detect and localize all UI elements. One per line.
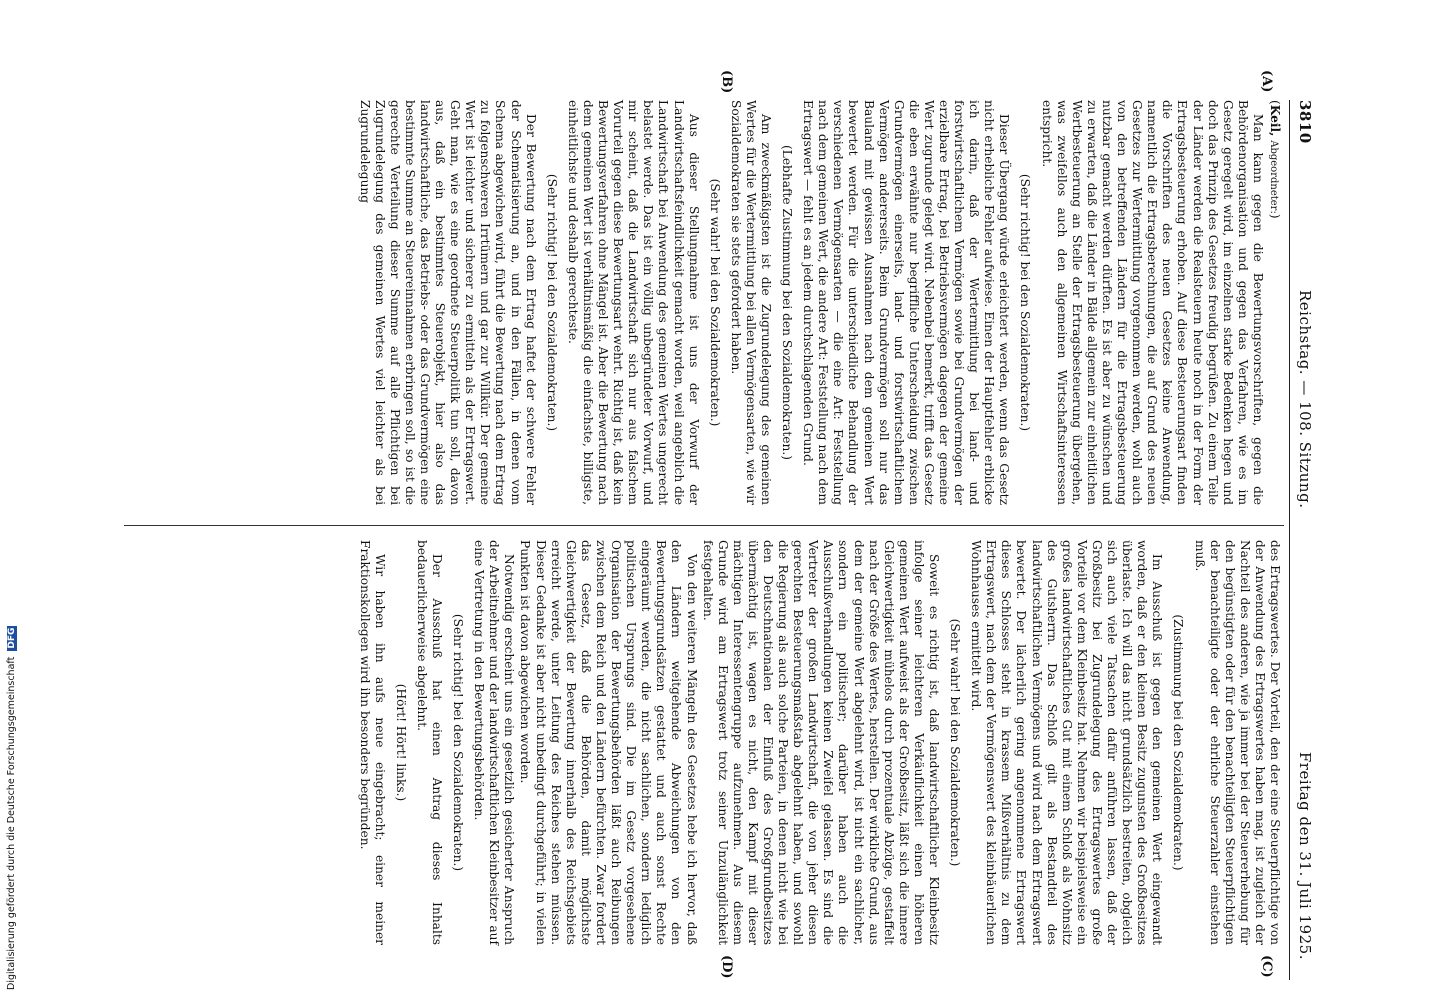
interjection: (Sehr richtig! bei den Sozialdemokraten.) [544,173,559,432]
header-date: Freitag den 31. Juli 1925. [1296,751,1314,960]
paragraph: Aus dieser Stellungnahme ist uns der Vorwurf der Landwirtschaftsfeindlichkeit gemacht worden, weil angeblich die Landwirtschaft bei Anwendung des gemeinen Wertes ungerecht belastet werde. Das ist ein völlig unbegründeter Vorwurf, und mir scheint, daß die Landwirtschaft sich nur aus falschem Vorurteil gegen diese Bewertungsart wehrt. Richtig ist, daß kein Bewertungsverfahren ohne Mängel ist. Aber die Bewertung nach dem gemeinen Wert ist verhältnismäßig die einfachste, billigste, einheitlichste und deshalb gerechteste. [565,100,701,505]
interjection: (Hört! Hört! links.) [393,683,408,802]
speaker-line: (Keil, Abgeordneter:) [1268,100,1282,219]
margin-marker-b: (B) [719,70,734,94]
paragraph: Wir haben ihn aufs neue eingebracht; einer meiner Fraktionskollegen wird ihn besonders begründen. [357,540,387,945]
digitization-credit [6,626,17,990]
paragraph: Von den weiteren Mängeln des Gesetzes hebe ich hervor, daß den Ländern weitgehende Abweichungen von den Bewertungsgrundsätzen gestattet und auch sonst Rechte eingeräumt werden, die nicht sachlichen, sondern lediglich politischen Ursprungs sind. Die im Gesetz vorgesehene Organisation der Bewertungsbehörden läßt auch Reibungen zwischen dem Reich und den Ländern befürchten. Zwar fordert das Gesetz, daß die Behörden, damit möglichste Gleichwertigkeit der Bewertung innerhalb des Reichsgebiets erreicht werde, unter Leitung des Reiches stehen müssen. Dieser Gedanke ist aber nicht unbedingt durchgeführt; in vielen Punkten ist davon abgewichen worden. [518,540,699,945]
page-header [1292,100,1314,980]
dfg-logo: DFG [7,627,17,649]
paragraph: Am zweckmäßigsten ist die Zugrundelegung des gemeinen Wertes für die Wertermittlung bei allen Vermögensarten, wie wir Sozialdemokraten sie stets gefordert haben. [728,100,773,505]
paragraph: des Ertragswertes. Der Vorteil, den der eine Steuerpflichtige von der Anwendung des Ertragswertes haben mag, ist zugleich der Nachteil des anderen, wie ja immer bei der Steuererhebung für den begünstigten oder für den benachteiligten Steuerpflichtigen der benachteiligte oder der ehrliche Steuerzahler einstehen muß. [1192,540,1282,945]
header-title: Reichstag. — 108. Sitzung. [1296,290,1314,509]
interjection: (Sehr wahr! bei den Sozialdemokraten.) [707,178,722,427]
paragraph: Dieser Übergang würde erleichtert werden, wenn das Gesetz nicht erhebliche Fehler aufwiese. Einen der Hauptfehler erblicke ich darin, daß der Wertermittlung bei land- und forstwirtschaftlichem Vermögen sowie bei Grundvermögen der erzielbare Ertrag, bei Betriebsvermögen dagegen der gemeine Wert zugrunde gelegt wird. Nebenbei bemerkt, trifft das Gesetz die eben erwähnte nur begriffliche Unterscheidung zwischen Grundvermögen einerseits, land- und forstwirtschaftlichem Vermögen andererseits. Beim Grundvermögen soll nur das Bauland mit gewissen Ausnahmen nach dem gemeinen Wert bewertet werden. Für die unterschiedliche Behandlung der verschiedenen Vermögensarten — die eine Art: Feststellung nach dem gemeinen Wert, die andere Art: Feststellung nach dem Ertragswert — fehlt es an jedem durchschlagenden Grund. [801,100,1012,505]
right-column [356,540,1282,945]
speaker-role: Abgeordneter: [1268,140,1279,214]
credit-text: Digitalisierung gefördert durch die Deutsche Forschungsgemeinschaft [6,656,17,990]
margin-marker-d: (D) [719,955,734,979]
column-divider [124,525,1284,526]
margin-marker-c: (C) [1259,955,1274,978]
interjection: (Sehr richtig! bei den Sozialdemokraten.) [451,613,466,872]
paragraph: Im Ausschuß ist gegen den gemeinen Wert eingewandt worden, daß er den kleinen Besitz zugunsten des Großbesitzes überlaste. Ich will das nicht grundsätzlich bestreiten, obgleich sich auch viele Tatsachen dafür anführen lassen, daß der Großbesitz bei Zugrundelegung des Ertragswertes große Vorteile vor dem Kleinbesitz hat. Nehmen wir beispielsweise ein großes landwirtschaftliches Gut mit einem Schloß als Wohnsitz des Gutsherrn. Das Schloß gilt als Bestandteil des landwirtschaftlichen Vermögens und wird nach dem Ertragswert bewertet. Der lächerlich gering angenommene Ertragswert dieses Schlosses steht in krassem Mißverhältnis zu dem Ertragswert, nach dem der Vermögenswert des kleinbäuerlichen Wohnhauses ermittelt wird. [969,540,1165,945]
paragraph: Der Ausschuß hat einen Antrag dieses Inhalts bedauerlicherweise abgelehnt. [414,540,445,945]
margin-marker-a: (A) [1259,70,1274,93]
paragraph: Soweit es richtig ist, daß landwirtschaftlicher Kleinbesitz infolge seiner leichteren Verkäuflichkeit einen höheren gemeinen Wert aufweist als der Großbesitz, läßt sich die innere Gleichwertigkeit mühelos durch prozentuale Abzüge, gestaffelt nach der Größe des Wertes, herstellen. Der wirkliche Grund, aus dem der gemeine Wert abgelehnt wird, ist nicht ein sachlicher, sondern ein politischer; darüber haben auch die Ausschußverhandlungen keinen Zweifel gelassen. Es sind die Vertreter der großen Landwirtschaft, die von jeher diesen gerechten Besteuerungsmaßstab abgelehnt haben, und sowohl die Regierung als auch solche Parteien, in denen nicht wie bei den Deutschnationalen der Einfluß des Großgrundbesitzes übermächtig ist, wagen es nicht, den Kampf mit dieser mächtigen Interessentengruppe aufzunehmen. Aus diesem Grunde wird am Ertragswert trotz seiner Unzulänglichkeit festgehalten. [700,540,942,945]
interjection: (Sehr wahr! bei den Sozialdemokraten.) [948,618,963,867]
paragraph: Notwendig erscheint uns ein gesetzlich gesicherter Anspruch der Arbeitnehmer und der landwirtschaftlichen Kleinbesitzer auf eine Vertretung in den Bewertungsbehörden. [472,540,517,945]
interjection: (Lebhafte Zustimmung bei den Sozialdemokraten.) [780,145,795,460]
paragraph: Der Bewertung nach dem Ertrag haftet der schwere Fehler der Schematisierung an, und in den Fällen, in denen vom Schema abgewichen wird, führt die Bewertung nach dem Ertrag zu folgenschweren Irrtümern und gar zur Willkür. Der gemeine Wert ist leichter und sicherer zu ermitteln als der Ertragswert. Geht man, wie es eine geordnete Steuerpolitik tun soll, davon aus, daß ein bestimmtes Steuerobjekt, hier also das landwirtschaftliche, das Betriebs- oder das Grundvermögen eine bestimmte Summe an Steuereinnahmen erbringen soll, so ist die gerechte Verteilung dieser Summe auf alle Pflichtigen bei Zugrundelegung des gemeinen Wertes viel leichter als bei Zugrundelegung [357,100,538,505]
page-number: 3810 [1296,100,1314,144]
interjection: (Zustimmung bei den Sozialdemokraten.) [1171,614,1186,871]
left-column [356,100,1282,505]
header-rule [1289,100,1290,980]
rotated-page [114,70,1314,980]
speaker-name: Keil, [1268,104,1282,137]
interjection: (Sehr richtig! bei den Sozialdemokraten.) [1018,173,1033,432]
paragraph: Man kann gegen die Bewertungsvorschriften, gegen die Behördenorganisation und gegen das Verfahren, wie es im Gesetz geregelt wird, im einzelnen starke Bedenken hegen und doch das Prinzip des Gesetzes freudig begrüßen. Zu einem Teile der Länder werden die Realsteuern heute noch in der Form der Ertragsbesteuerung erhoben. Auf diese Besteuerungsart finden die Vorschriften des neuen Gesetzes keine Anwendung, namentlich die Ertragsberechnungen, die auf Grund des neuen Gesetzes zur Wertermittlung vorgenommen werden, wohl auch von den betreffenden Ländern für die Ertragsbesteuerung nutzbar gemacht werden dürften. Es ist aber zu wünschen und zu erwarten, daß die Länder in Bälde allgemein zur einheitlichen Wertbesteuerung an Stelle der Ertragsbesteuerung übergehen, was zweifellos auch den allgemeinen Wirtschaftsinteressen entspricht. [1039,100,1265,505]
